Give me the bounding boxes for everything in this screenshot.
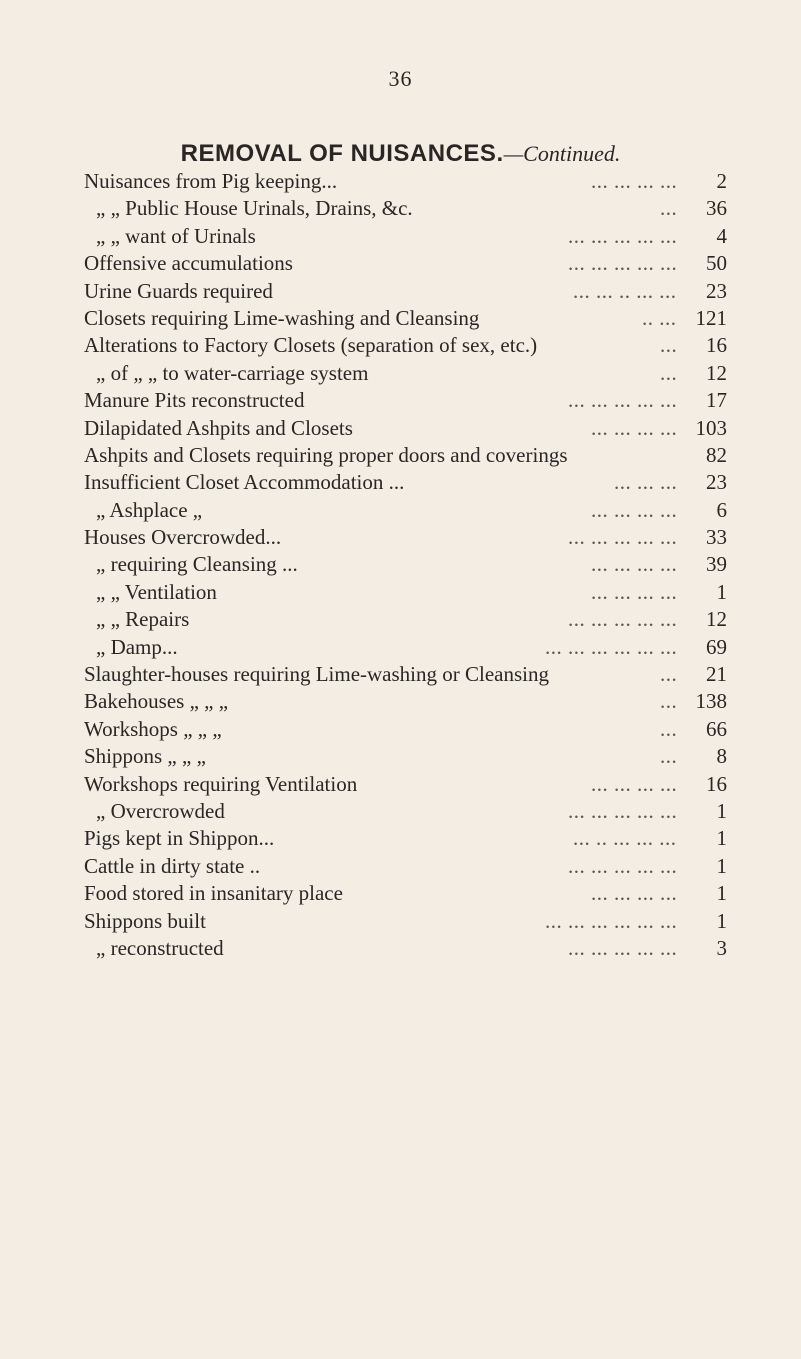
row-value: 12 xyxy=(706,360,727,385)
row-label: „ „ Ventilation xyxy=(96,579,217,604)
leader-dots: ... ... ... ... xyxy=(591,771,678,796)
table-row xyxy=(84,305,727,332)
leader-dots: ... ... ... ... xyxy=(591,552,678,577)
table-row xyxy=(84,935,727,962)
row-label: Shippons „ „ „ xyxy=(84,744,206,769)
table-row xyxy=(84,223,727,250)
row-label: „ Damp... xyxy=(96,634,178,659)
page-heading xyxy=(0,140,801,168)
table-row xyxy=(84,688,727,715)
row-label: Workshops requiring Ventilation xyxy=(84,771,358,796)
row-label: Slaughter-houses requiring Lime-washing or Cleansing xyxy=(84,662,549,687)
row-label: Urine Guards required xyxy=(84,278,273,303)
row-label: Manure Pits reconstructed xyxy=(84,388,305,413)
leader-dots: ... xyxy=(660,196,678,221)
table-row xyxy=(84,716,727,743)
row-label: „ of „ „ to water-carriage system xyxy=(96,360,369,385)
row-label: „ reconstructed xyxy=(96,935,224,960)
leader-dots: ... ... ... ... ... xyxy=(568,525,678,550)
leader-dots: ... ... ... ... ... xyxy=(568,935,678,960)
row-label: Dilapidated Ashpits and Closets xyxy=(84,415,353,440)
row-label: „ requiring Cleansing ... xyxy=(96,552,298,577)
leader-dots: ... ... ... ... ... xyxy=(568,853,678,878)
leader-dots: ... ... ... ... xyxy=(591,881,678,906)
row-label: Pigs kept in Shippon... xyxy=(84,826,275,851)
table-row xyxy=(84,798,727,825)
row-label: Shippons built xyxy=(84,908,206,933)
heading-sub: —Continued. xyxy=(503,141,621,166)
row-value: 121 xyxy=(695,305,727,330)
leader-dots: ... ... ... ... ... xyxy=(568,607,678,632)
table-row xyxy=(84,771,727,798)
row-label: „ „ Public House Urinals, Drains, &c. xyxy=(96,196,413,221)
row-value: 138 xyxy=(695,689,727,714)
table-row xyxy=(84,469,727,496)
leader-dots: ... ... ... ... xyxy=(591,579,678,604)
row-value: 66 xyxy=(706,716,727,741)
row-value: 23 xyxy=(706,278,727,303)
table-row xyxy=(84,332,727,359)
row-value: 21 xyxy=(706,662,727,687)
row-value: 16 xyxy=(706,333,727,358)
table-row xyxy=(84,524,727,551)
row-label: Cattle in dirty state .. xyxy=(84,853,261,878)
row-value: 16 xyxy=(706,771,727,796)
row-value: 1 xyxy=(716,579,727,604)
row-value: 12 xyxy=(706,607,727,632)
leader-dots: ... ... ... ... xyxy=(591,415,678,440)
table-row xyxy=(84,880,727,907)
row-label: „ Ashplace „ xyxy=(96,497,203,522)
row-label: Food stored in insanitary place xyxy=(84,881,343,906)
table-row xyxy=(84,551,727,578)
leader-dots: ... ... ... ... ... xyxy=(568,223,678,248)
leader-dots: ... ... ... ... ... ... xyxy=(545,908,678,933)
leader-dots: ... ... ... ... ... xyxy=(568,251,678,276)
table-row xyxy=(84,442,727,469)
table-row xyxy=(84,661,727,688)
table-row xyxy=(84,195,727,222)
row-value: 50 xyxy=(706,251,727,276)
row-label: Offensive accumulations xyxy=(84,251,293,276)
row-value: 1 xyxy=(716,881,727,906)
leader-dots: .. ... xyxy=(642,305,677,330)
table-row xyxy=(84,415,727,442)
leader-dots: ... ... ... ... ... xyxy=(568,388,678,413)
row-value: 8 xyxy=(716,744,727,769)
row-value: 4 xyxy=(716,223,727,248)
row-value: 1 xyxy=(716,853,727,878)
row-label: „ „ Repairs xyxy=(96,607,190,632)
row-value: 23 xyxy=(706,470,727,495)
table-row xyxy=(84,606,727,633)
row-label: Ashpits and Closets requiring proper doors and coverings xyxy=(84,442,568,467)
row-label: Bakehouses „ „ „ xyxy=(84,689,229,714)
row-value: 39 xyxy=(706,552,727,577)
row-value: 36 xyxy=(706,196,727,221)
row-value: 2 xyxy=(716,169,727,193)
row-value: 33 xyxy=(706,525,727,550)
table-row xyxy=(84,387,727,414)
row-value: 1 xyxy=(716,798,727,823)
leader-dots: ... xyxy=(660,662,678,687)
row-label: Workshops „ „ „ xyxy=(84,716,222,741)
leader-dots: ... xyxy=(660,360,678,385)
table-row xyxy=(84,497,727,524)
leader-dots: ... ... ... ... ... ... xyxy=(545,634,678,659)
row-value: 82 xyxy=(706,442,727,467)
leader-dots: ... xyxy=(660,689,678,714)
table-row xyxy=(84,825,727,852)
row-value: 17 xyxy=(706,388,727,413)
heading-main: REMOVAL OF NUISANCES. xyxy=(180,140,504,167)
leader-dots: ... ... ... ... xyxy=(591,169,678,193)
leader-dots: ... ... .. ... ... xyxy=(573,278,677,303)
table-row xyxy=(84,360,727,387)
table-row xyxy=(84,853,727,880)
leader-dots: ... ... ... ... xyxy=(591,497,678,522)
table-row xyxy=(84,579,727,606)
table-row xyxy=(84,743,727,770)
row-value: 1 xyxy=(716,908,727,933)
table-row xyxy=(84,634,727,661)
row-value: 6 xyxy=(716,497,727,522)
leader-dots: ... .. ... ... ... xyxy=(573,826,677,851)
row-label: „ Overcrowded xyxy=(96,798,225,823)
row-label: Insufficient Closet Accommodation ... xyxy=(84,470,405,495)
row-value: 103 xyxy=(695,415,727,440)
row-label: Alterations to Factory Closets (separation of sex, etc.) xyxy=(84,333,538,358)
leader-dots: ... xyxy=(660,333,678,358)
leader-dots: ... ... ... ... ... xyxy=(568,798,678,823)
page-number: 36 xyxy=(388,66,413,91)
table-row xyxy=(84,250,727,277)
row-label: „ „ want of Urinals xyxy=(96,223,256,248)
row-label: Nuisances from Pig keeping... xyxy=(84,169,338,193)
leader-dots: ... ... ... xyxy=(614,470,678,495)
table-row xyxy=(84,908,727,935)
nuisance-table xyxy=(84,168,727,962)
row-label: Closets requiring Lime-washing and Cleansing xyxy=(84,305,480,330)
table-row xyxy=(84,168,727,195)
row-value: 1 xyxy=(716,826,727,851)
row-value: 69 xyxy=(706,634,727,659)
leader-dots: ... xyxy=(660,744,678,769)
row-value: 3 xyxy=(716,935,727,960)
leader-dots: ... xyxy=(660,716,678,741)
row-label: Houses Overcrowded... xyxy=(84,525,282,550)
table-row xyxy=(84,278,727,305)
